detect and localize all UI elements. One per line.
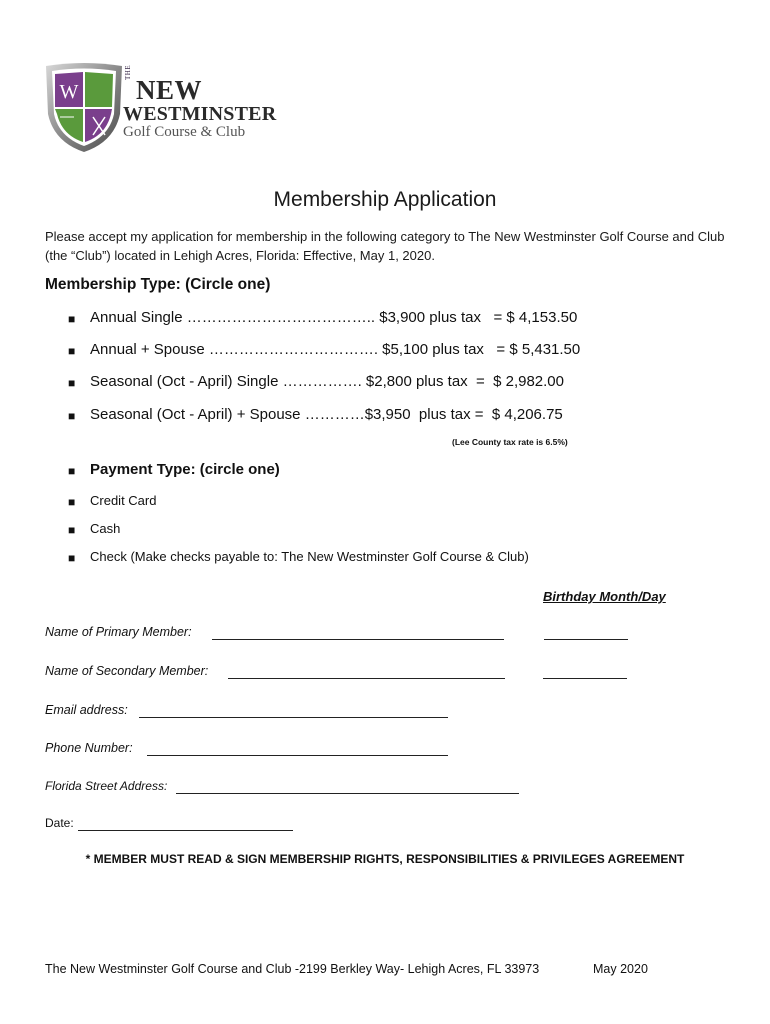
payment-option-cash[interactable]: Cash (90, 521, 121, 536)
footer-date: May 2020 (593, 962, 648, 976)
payment-type-heading: Payment Type: (circle one) (90, 461, 280, 478)
phone-field[interactable] (147, 754, 448, 756)
logo-westminster: WESTMINSTER (123, 103, 277, 125)
membership-option-seasonal-single[interactable]: Seasonal (Oct - April) Single ……………. $2,800 plus tax = $ 2,982.00 (90, 373, 564, 390)
bullet-icon: ■ (68, 312, 76, 326)
club-logo (44, 62, 277, 154)
date-label: Date: (45, 816, 74, 830)
birthday-heading: Birthday Month/Day (543, 589, 666, 604)
secondary-member-field[interactable] (228, 677, 505, 679)
logo-the: THE (124, 64, 132, 80)
bullet-icon: ■ (68, 523, 76, 537)
payment-option-credit-card[interactable]: Credit Card (90, 493, 157, 508)
agreement-notice: * MEMBER MUST READ & SIGN MEMBERSHIP RIGHTS, RESPONSIBILITIES & PRIVILEGES AGREEMENT (85, 852, 685, 866)
bullet-icon: ■ (68, 344, 76, 358)
primary-member-field[interactable] (212, 638, 504, 640)
address-label: Florida Street Address: (45, 779, 168, 793)
bullet-icon: ■ (68, 376, 76, 390)
membership-option-seasonal-spouse[interactable]: Seasonal (Oct - April) + Spouse …………$3,950 plus tax = $ 4,206.75 (90, 406, 563, 423)
primary-birthday-field[interactable] (544, 638, 628, 640)
intro-paragraph: Please accept my application for membership in the following category to The New Westminster Golf Course and Club (the “Club”) located in Lehigh Acres, Florida: Effective, May 1, 2020. (45, 229, 725, 263)
shield-emblem-icon (44, 62, 124, 154)
membership-type-heading: Membership Type: (Circle one) (45, 276, 271, 293)
membership-option-annual-single[interactable]: Annual Single ……………………………….. $3,900 plus tax = $ 4,153.50 (90, 309, 578, 326)
bullet-icon: ■ (68, 551, 76, 565)
secondary-birthday-field[interactable] (543, 677, 627, 679)
bullet-icon: ■ (68, 409, 76, 423)
logo-golf-course: Golf Course & Club (123, 124, 246, 140)
footer-address: The New Westminster Golf Course and Club -2199 Berkley Way- Lehigh Acres, FL 33973 (45, 962, 540, 976)
email-label: Email address: (45, 703, 128, 717)
primary-member-label: Name of Primary Member: (45, 625, 192, 639)
shield-letter: W (59, 81, 79, 103)
page-title: Membership Application (273, 188, 497, 211)
date-field[interactable] (78, 829, 293, 831)
address-field[interactable] (176, 792, 519, 794)
tax-note: (Lee County tax rate is 6.5%) (452, 437, 568, 447)
logo-new: NEW (136, 75, 203, 105)
secondary-member-label: Name of Secondary Member: (45, 664, 209, 678)
bullet-icon: ■ (68, 495, 76, 509)
email-field[interactable] (139, 716, 448, 718)
phone-label: Phone Number: (45, 741, 133, 755)
membership-option-annual-spouse[interactable]: Annual + Spouse ……………………………. $5,100 plus tax = $ 5,431.50 (90, 341, 581, 358)
bullet-icon: ■ (68, 464, 76, 478)
payment-option-check[interactable]: Check (Make checks payable to: The New Westminster Golf Course & Club) (90, 549, 529, 564)
